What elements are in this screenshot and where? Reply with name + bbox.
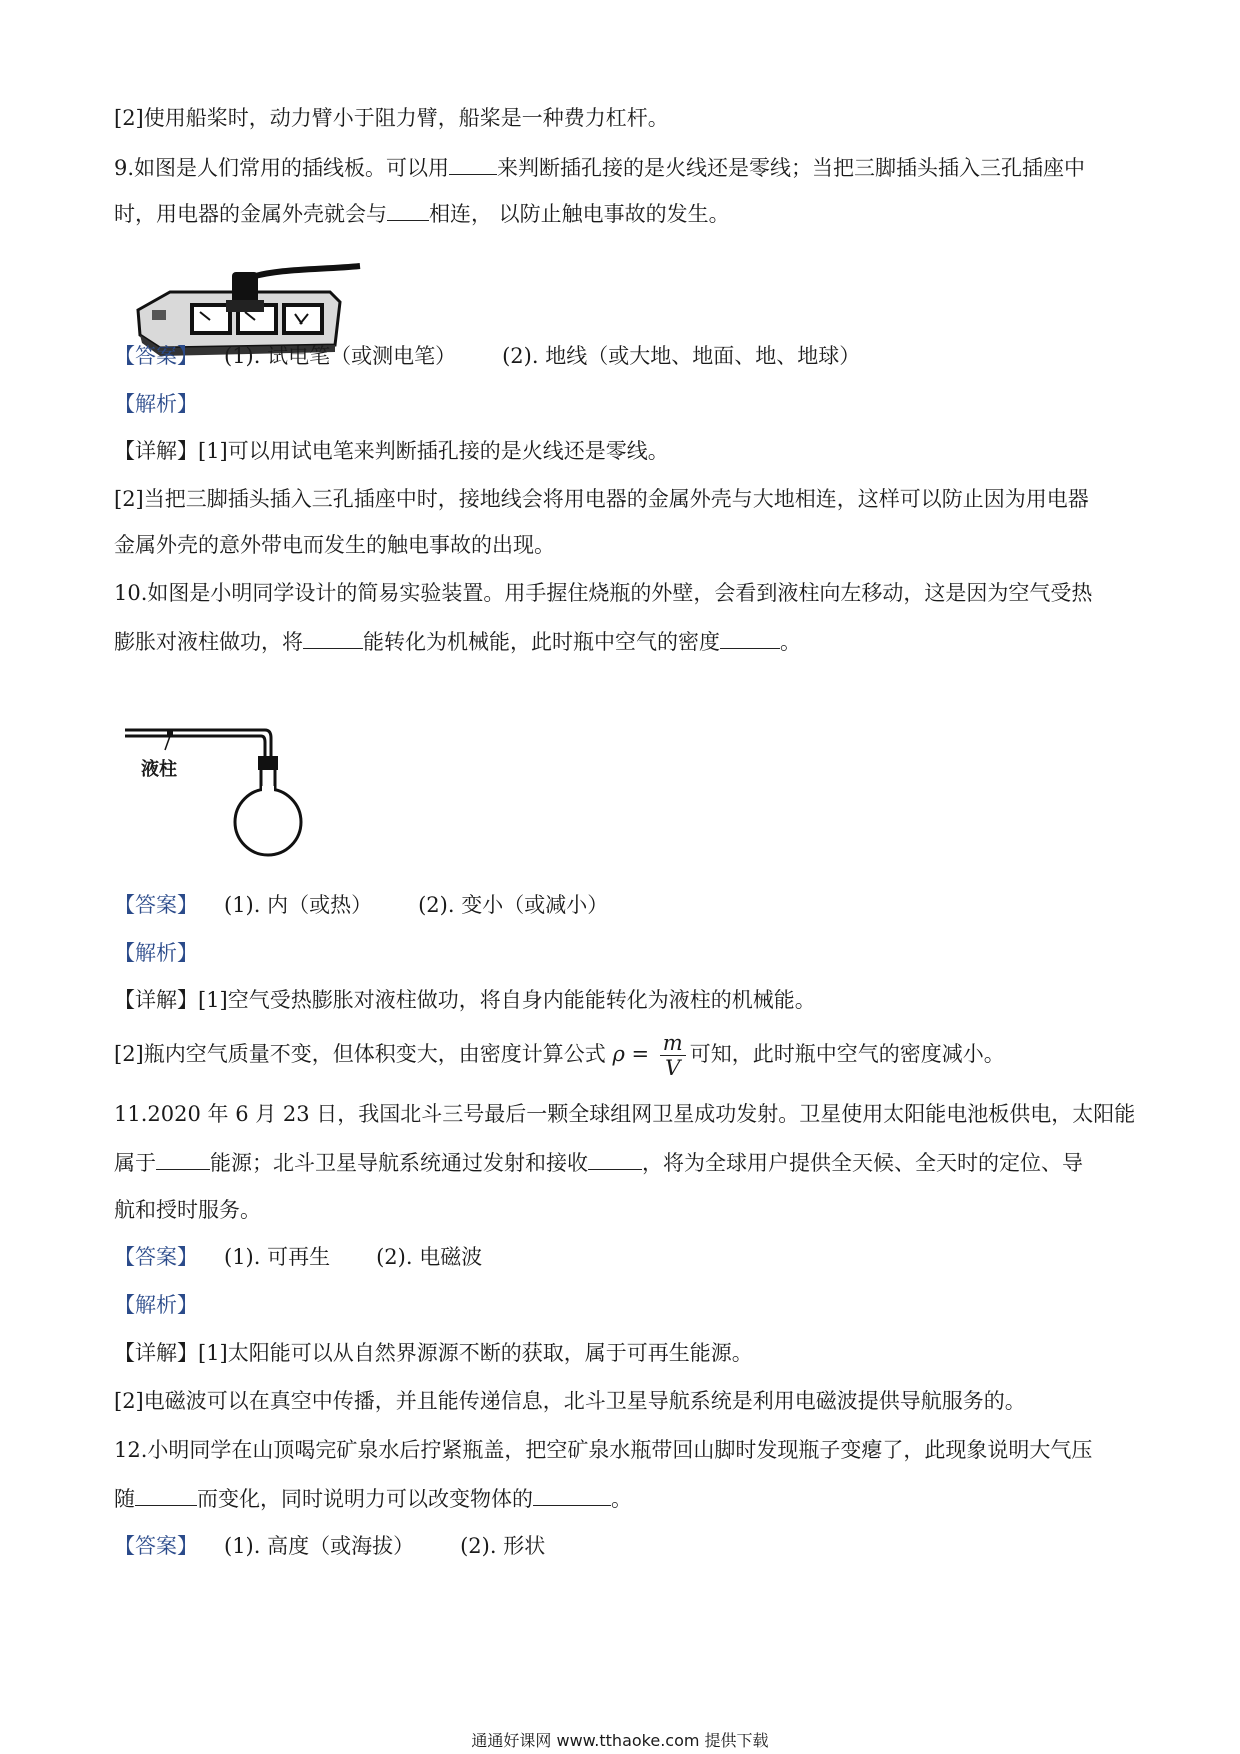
q10-answer-2: (2). 变小（或减小） — [418, 893, 609, 917]
q11-stem-line-2 — [114, 1147, 1083, 1178]
q10-stem-line-1: 10.如图是小明同学设计的简易实验装置。用手握住烧瓶的外壁，会看到液柱向左移动，这是因为空气受热 — [114, 581, 1093, 605]
q11-stem-text: 能源；北斗卫星导航系统通过发射和接收 — [210, 1151, 588, 1175]
density-symbol: ρ — [612, 1042, 625, 1066]
q11-stem-line-3: 航和授时服务。 — [114, 1198, 261, 1222]
detail-label: 【详解】 — [114, 988, 198, 1012]
q9-stem-text: 9.如图是人们常用的插线板。可以用 — [114, 156, 450, 180]
detail-label: 【详解】 — [114, 1341, 198, 1365]
q9-detail-1-text: [1]可以用试电笔来判断插孔接的是火线还是零线。 — [198, 439, 669, 463]
q9-blank-1 — [449, 152, 497, 175]
detail-label: 【详解】 — [114, 439, 198, 463]
q10-stem-line-2 — [114, 626, 801, 657]
q10-answer-row — [114, 890, 608, 920]
analysis-label: 【解析】 — [114, 941, 198, 965]
q12-stem-text: 。 — [611, 1487, 632, 1511]
q11-blank-2 — [588, 1147, 642, 1170]
q12-answer-2: (2). 形状 — [460, 1534, 546, 1558]
q11-detail-1 — [114, 1338, 753, 1368]
q9-stem-text: 时，用电器的金属外壳就会与 — [114, 202, 387, 226]
density-fraction — [660, 1031, 686, 1080]
q9-answer-1: (1). 试电笔（或测电笔） — [224, 344, 457, 368]
q11-blank-1 — [156, 1147, 210, 1170]
q12-blank-2 — [533, 1483, 611, 1506]
q10-stem-text: 。 — [780, 630, 801, 654]
footer-text: 通通好课网 www.tthaoke.com 提供下载 — [471, 1731, 769, 1750]
flask-apparatus-figure — [125, 720, 305, 870]
q9-detail-2b: 金属外壳的意外带电而发生的触电事故的出现。 — [114, 533, 555, 557]
q10-detail-1 — [114, 985, 816, 1015]
q11-stem-text: 属于 — [114, 1151, 156, 1175]
answer-label: 【答案】 — [114, 1534, 198, 1558]
q10-stem-text: 膨胀对液柱做功，将 — [114, 630, 303, 654]
answer-label: 【答案】 — [114, 1245, 198, 1269]
q9-stem-text: 相连， 以防止触电事故的发生。 — [429, 202, 730, 226]
q9-stem-line-2 — [114, 198, 730, 229]
q9-detail-2a: [2]当把三脚插头插入三孔插座中时，接地线会将用电器的金属外壳与大地相连，这样可以防止因为用电器 — [114, 487, 1089, 511]
q10-detail-2-text: 可知，此时瓶中空气的密度减小。 — [689, 1042, 1005, 1066]
equals-sign: = — [631, 1042, 650, 1066]
volume-symbol: V — [665, 1056, 681, 1080]
q11-answer-1: (1). 可再生 — [224, 1245, 331, 1269]
q11-answer-2: (2). 电磁波 — [376, 1245, 483, 1269]
q11-detail-1-text: [1]太阳能可以从自然界源源不断的获取，属于可再生能源。 — [198, 1341, 753, 1365]
q10-detail-2-text: [2]瓶内空气质量不变，但体积变大，由密度计算公式 — [114, 1042, 606, 1066]
q10-detail-1-text: [1]空气受热膨胀对液柱做功，将自身内能能转化为液柱的机械能。 — [198, 988, 816, 1012]
answer-label: 【答案】 — [114, 344, 198, 368]
q10-blank-2 — [720, 626, 780, 649]
q12-answer-1: (1). 高度（或海拔） — [224, 1534, 415, 1558]
analysis-label: 【解析】 — [114, 392, 198, 416]
q10-blank-1 — [303, 626, 363, 649]
q9-blank-2 — [387, 198, 429, 221]
q10-stem-text: 能转化为机械能，此时瓶中空气的密度 — [363, 630, 720, 654]
q9-answer-row — [114, 341, 860, 371]
q9-stem-text: 来判断插孔接的是火线还是零线；当把三脚插头插入三孔插座中 — [497, 156, 1086, 180]
analysis-label: 【解析】 — [114, 1293, 198, 1317]
q11-answer-row — [114, 1242, 482, 1272]
q8-detail-2: [2]使用船桨时，动力臂小于阻力臂，船桨是一种费力杠杆。 — [114, 106, 669, 130]
q12-stem-line-2 — [114, 1483, 632, 1514]
q12-answer-row — [114, 1531, 545, 1561]
q12-stem-line-1: 12.小明同学在山顶喝完矿泉水后拧紧瓶盖，把空矿泉水瓶带回山脚时发现瓶子变瘪了，此现象说明大气压 — [114, 1438, 1093, 1462]
q11-detail-2: [2]电磁波可以在真空中传播，并且能传递信息，北斗卫星导航系统是利用电磁波提供导航服务的。 — [114, 1389, 1026, 1413]
q9-detail-1 — [114, 436, 669, 466]
q11-stem-line-1: 11.2020 年 6 月 23 日，我国北斗三号最后一颗全球组网卫星成功发射。卫星使用太阳能电池板供电，太阳能 — [114, 1102, 1136, 1126]
q12-stem-text: 随 — [114, 1487, 135, 1511]
q10-answer-1: (1). 内（或热） — [224, 893, 373, 917]
q12-blank-1 — [135, 1483, 197, 1506]
q11-stem-text: ，将为全球用户提供全天候、全天时的定位、导 — [642, 1151, 1083, 1175]
answer-label: 【答案】 — [114, 893, 198, 917]
liquid-column-label: 液柱 — [141, 759, 177, 780]
q10-detail-2 — [114, 1026, 1005, 1082]
mass-symbol: m — [660, 1031, 686, 1056]
q9-stem-line-1 — [114, 152, 1085, 183]
q12-stem-text: 而变化，同时说明力可以改变物体的 — [197, 1487, 533, 1511]
q9-answer-2: (2). 地线（或大地、地面、地、地球） — [502, 344, 861, 368]
